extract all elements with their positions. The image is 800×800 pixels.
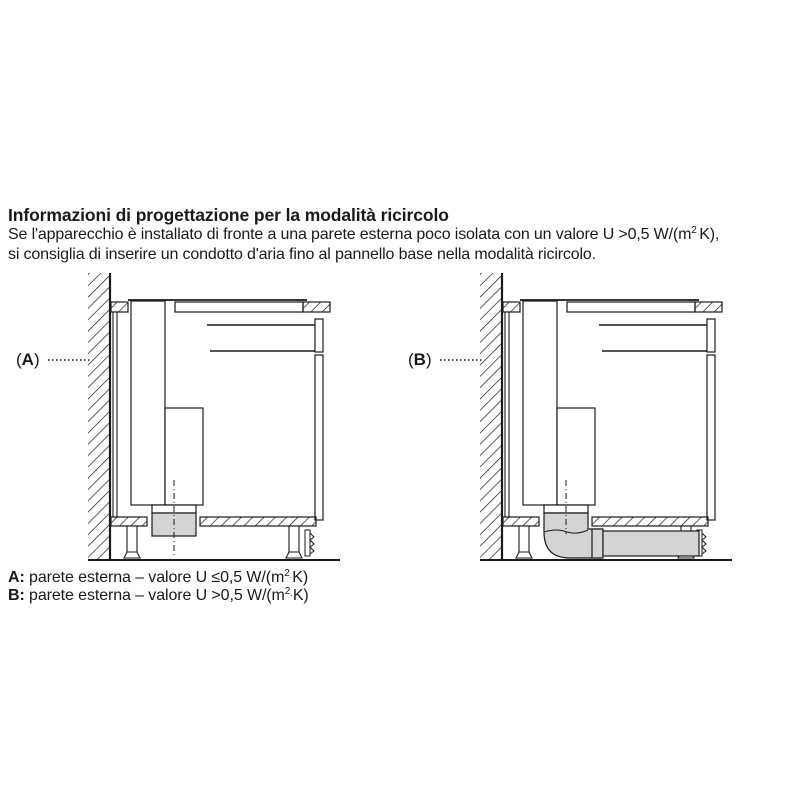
superscript: 2 [284, 568, 290, 579]
legend-text-end: K) [292, 569, 309, 586]
legend-item-a [8, 569, 309, 587]
middle-dot: · [289, 573, 293, 582]
paren-open: ( [16, 350, 22, 369]
superscript: 2 [284, 586, 291, 597]
legend-key: A: [8, 569, 25, 586]
line1-text: Se l'apparecchio è installato di fronte a una parete esterna poco isolata con un valore U >0,5 W/(m [8, 226, 692, 243]
diagram-label-b [408, 350, 432, 370]
middle-dot: · [696, 230, 700, 239]
diagram-b [440, 273, 732, 560]
legend-text: parete esterna – valore U ≤0,5 W/(m [24, 569, 285, 586]
legend-text-end: K) [292, 587, 309, 604]
legend [8, 569, 309, 605]
paren-close: ) [425, 350, 432, 369]
diagram-label-a [16, 350, 40, 370]
paren-open: ( [408, 350, 414, 369]
superscript: 2 [691, 225, 697, 236]
diagram-a [48, 273, 340, 560]
label-letter: A [21, 350, 34, 369]
label-letter: B [413, 350, 426, 369]
page-title: Informazioni di progettazione per la modalità ricircolo [8, 205, 449, 225]
legend-key: B: [8, 587, 25, 604]
paren-close: ) [33, 350, 40, 369]
legend-text: parete esterna – valore U >0,5 W/(m [24, 587, 285, 604]
legend-item-b [8, 587, 309, 605]
line1-end: K), [699, 226, 720, 243]
description-line-2: si consiglia di inserire un condotto d'aria fino al pannello base nella modalità ricircolo. [8, 246, 596, 263]
middle-dot: · [290, 591, 293, 600]
